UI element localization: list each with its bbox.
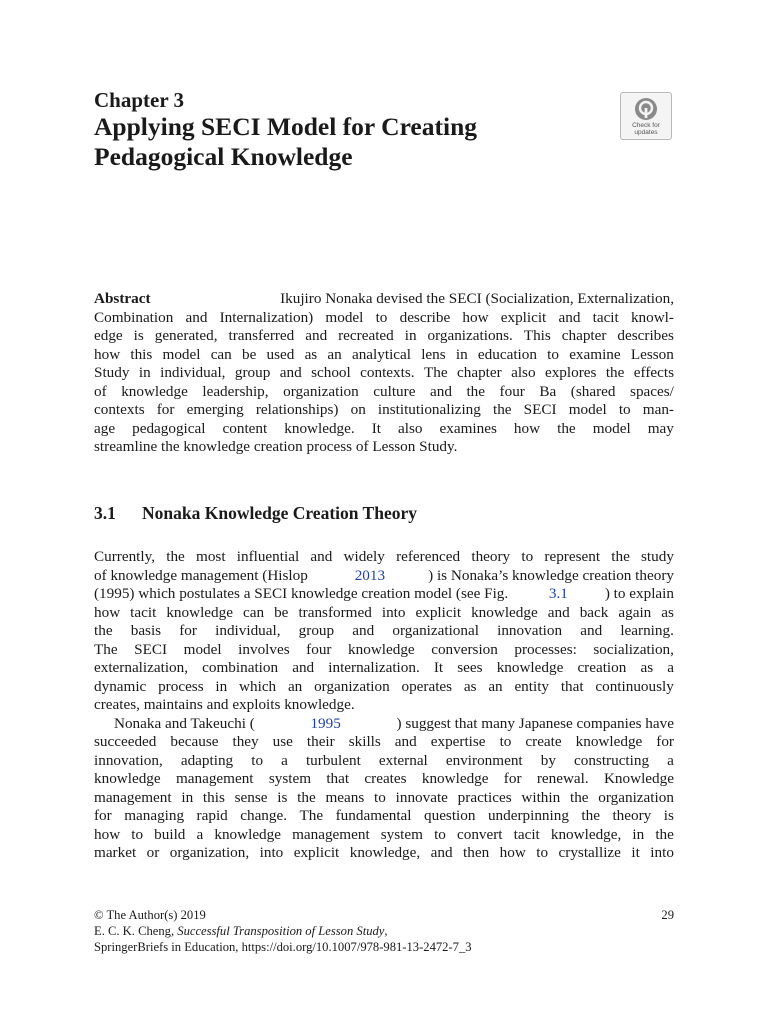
word: analytical (351, 345, 411, 363)
word: for (156, 401, 175, 418)
chapter-title-line: Pedagogical Knowledge (94, 142, 353, 171)
word: may (647, 419, 674, 437)
word: the (605, 364, 625, 381)
word: model (183, 640, 222, 658)
citation-link[interactable]: 1995 (310, 714, 341, 732)
word: theory (612, 807, 652, 824)
word: to (131, 825, 144, 843)
word: and (394, 733, 417, 750)
word: which (239, 677, 277, 695)
word: the (492, 401, 512, 418)
word: skills (348, 733, 381, 750)
word: change. (240, 807, 288, 824)
word: entity (514, 677, 550, 695)
body-line (94, 807, 674, 826)
word: how (94, 603, 121, 621)
word: convert (456, 825, 503, 843)
word: continuously (595, 677, 674, 695)
word: Combination (94, 308, 174, 326)
word: knowledge (166, 603, 233, 621)
word: also (398, 419, 423, 437)
word: tacit (592, 308, 619, 326)
word: knowledge. (284, 419, 355, 437)
word: and (310, 548, 333, 565)
word: Study (94, 364, 130, 381)
word: knowledge (471, 603, 538, 621)
word: and (185, 308, 208, 326)
word: in (404, 327, 417, 344)
word: externalization, (94, 659, 189, 676)
word: used (266, 345, 295, 363)
word: a (281, 751, 288, 769)
word: practices (457, 788, 512, 806)
word: how (462, 308, 489, 326)
word: how (513, 419, 541, 437)
word: four (499, 382, 525, 400)
word: this (202, 788, 225, 806)
word: again (618, 603, 652, 621)
word: Knowledge (603, 770, 674, 787)
word: education (477, 345, 537, 363)
word: model (325, 308, 364, 326)
word: is (663, 807, 674, 824)
word: by (540, 751, 556, 769)
word: system (268, 770, 312, 787)
body-line (94, 733, 674, 752)
word: organizations. (427, 327, 513, 344)
word: organization (598, 788, 674, 806)
word: in (181, 788, 194, 806)
word: SECI (523, 401, 557, 418)
word: recreated (338, 327, 394, 344)
section-heading (94, 503, 417, 524)
word: for (503, 770, 522, 787)
word: build (154, 825, 186, 843)
word: fundamental (335, 807, 412, 824)
word: four (306, 640, 332, 658)
badge-label-line: Check for (632, 122, 660, 129)
body-line (94, 752, 674, 771)
word: innovation (497, 622, 563, 639)
word: and (430, 844, 453, 861)
word: chapter (457, 364, 502, 381)
word: system (380, 825, 423, 843)
body-line (94, 622, 674, 641)
word: knowledge (421, 770, 489, 787)
word: how (94, 825, 121, 843)
word: dynamic (94, 677, 147, 695)
word: to (375, 308, 388, 326)
word: be (241, 345, 257, 363)
word: and (292, 659, 315, 676)
word: in (138, 364, 151, 381)
body-line (94, 659, 674, 678)
body-text-span: (1995) which postulates a SECI knowledge creation model (see Fig. (94, 585, 512, 602)
word: it (631, 844, 640, 861)
word: and (279, 364, 302, 381)
punctuation: , (384, 924, 388, 938)
word: and (558, 308, 581, 326)
word: management (94, 788, 172, 806)
section-title: Nonaka Knowledge Creation Theory (142, 503, 417, 523)
body-line (94, 604, 674, 623)
word: explicit (293, 844, 340, 861)
author-name: E. C. K. Cheng, (94, 924, 178, 938)
word: the (581, 807, 600, 824)
word: study (641, 548, 674, 565)
body-text-span: of knowledge management (Hislop (94, 566, 312, 584)
word: Ba (539, 382, 557, 400)
word: spaces/ (630, 382, 674, 400)
word: managing (124, 807, 185, 824)
word: to (499, 733, 512, 750)
word: how (94, 345, 121, 363)
word: emerging (186, 401, 244, 418)
word: basis (130, 622, 162, 639)
word: within (521, 788, 561, 806)
chapter-label: Chapter 3 (94, 88, 185, 112)
word: and (305, 327, 328, 344)
body-text-span: ) is Nonaka’s knowledge creation theory (428, 566, 674, 584)
word: Currently, (94, 548, 156, 565)
abstract-line (94, 309, 674, 328)
series-doi[interactable]: SpringerBriefs in Education, https://doi.org/10.1007/978-981-13-2472-7_3 (94, 940, 472, 954)
word: in (632, 825, 645, 843)
word: turbulent (305, 751, 361, 769)
word: organization (283, 382, 359, 400)
book-citation (94, 923, 388, 939)
word: external (378, 751, 428, 769)
word: examine (569, 345, 621, 363)
word: relationships) (255, 401, 339, 418)
word: crystallize (558, 844, 621, 861)
word: adapting (180, 751, 234, 769)
word: use (272, 733, 293, 750)
body-text-span: ) to explain (604, 585, 674, 602)
badge-label (632, 122, 660, 136)
word: the (557, 419, 576, 437)
abstract-line (94, 383, 674, 402)
footer-row (94, 907, 674, 923)
word: and (580, 622, 603, 639)
body-line: creates, maintains and exploits knowledge. (94, 696, 355, 713)
word: also (511, 364, 536, 381)
word: individual, (215, 622, 281, 639)
word: to (251, 751, 264, 769)
check-for-updates-badge[interactable] (620, 92, 672, 140)
word: expertise (430, 733, 486, 750)
word: transferred (228, 327, 295, 344)
body-line (94, 715, 674, 734)
word: group (298, 622, 335, 639)
word: can (242, 603, 265, 621)
word: into (259, 844, 284, 861)
word: the (466, 382, 486, 400)
word: generated, (154, 327, 218, 344)
abstract-line (94, 290, 674, 309)
word: their (306, 733, 335, 750)
abstract-text: Ikujiro Nonaka devised the SECI (Socialization, Externalization, (280, 290, 674, 307)
word: environment (445, 751, 523, 769)
book-title: Successful Transposition of Lesson Study (177, 924, 385, 938)
chapter-title (94, 112, 594, 172)
word: in (215, 677, 228, 695)
word: management (292, 825, 370, 843)
word: the (655, 825, 674, 843)
word: back (579, 603, 609, 621)
word: an (488, 677, 503, 695)
word: in (455, 345, 468, 363)
word: processes: (514, 640, 577, 658)
copyright-notice: © The Author(s) 2019 (94, 908, 206, 922)
word: knowledge (214, 825, 281, 843)
word: referenced (396, 548, 461, 565)
word: creates (364, 770, 407, 787)
word: group (234, 364, 271, 381)
word: for (179, 622, 197, 639)
body-line (94, 770, 674, 789)
word: to (374, 788, 386, 806)
word: organization, (169, 844, 250, 861)
word: an (287, 677, 303, 695)
word: underpinning (487, 807, 569, 824)
body-line (94, 789, 674, 808)
word: for (656, 733, 674, 750)
word: school (311, 364, 351, 381)
word: the (94, 622, 113, 639)
word: sees (457, 659, 483, 676)
word: operates (401, 677, 453, 695)
word: the (166, 548, 185, 565)
word: creation (577, 659, 627, 676)
word: how (499, 844, 526, 861)
word: knowledge (121, 382, 188, 400)
word: The (423, 364, 448, 381)
word: they (232, 733, 259, 750)
word: constructing (573, 751, 650, 769)
body-line (94, 844, 674, 863)
word: because (170, 733, 219, 750)
word: the (569, 788, 589, 806)
word: of (94, 382, 107, 400)
word: leadership, (202, 382, 269, 400)
word: Internalization) (219, 308, 314, 326)
word: management (175, 770, 254, 787)
footer-row (94, 939, 674, 955)
word: effects (633, 364, 674, 381)
body-line (94, 567, 674, 586)
word: man- (642, 401, 674, 418)
footer (94, 907, 674, 955)
word: on (350, 401, 366, 418)
word: for (94, 807, 112, 824)
word: The (94, 640, 118, 658)
word: It (371, 419, 381, 437)
word: or (146, 844, 160, 861)
word: organizational (392, 622, 479, 639)
check-for-updates-icon (634, 97, 658, 121)
word: a (196, 825, 204, 843)
figure-link[interactable]: 3.1 (548, 585, 568, 602)
word: model (592, 419, 631, 437)
word: to (618, 401, 631, 418)
abstract-line (94, 346, 674, 365)
body-text-span: ) suggest that many Japanese companies have (396, 714, 674, 732)
footer-row (94, 923, 674, 939)
word: that (560, 677, 584, 695)
word: as (463, 677, 477, 695)
citation-link[interactable]: 2013 (354, 566, 386, 584)
word: can (210, 345, 232, 363)
word: and (352, 622, 375, 639)
word: the (611, 548, 630, 565)
word: describe (399, 308, 451, 326)
word: most (196, 548, 226, 565)
word: and (547, 603, 570, 621)
body-text (94, 548, 674, 863)
word: as (304, 345, 318, 363)
word: learning. (620, 622, 674, 639)
body-text-span: Nonaka and Takeuchi ( (114, 714, 255, 732)
word: transformed (298, 603, 372, 621)
body-line (94, 548, 674, 567)
word: combination (202, 659, 279, 676)
word: widely (343, 548, 385, 565)
word: individual, (160, 364, 226, 381)
word: describes (617, 327, 674, 344)
word: to (547, 345, 559, 363)
body-line (94, 585, 674, 604)
word: that (326, 770, 350, 787)
word: explicit (415, 603, 462, 621)
word: conversion (431, 640, 498, 658)
word: to (434, 825, 446, 843)
word: knowledge, (349, 844, 421, 861)
word: influential (236, 548, 300, 565)
word: be (274, 603, 289, 621)
word: pedagogical (132, 419, 206, 437)
word: represent (544, 548, 601, 565)
word: question (424, 807, 476, 824)
word: the (297, 788, 316, 806)
word: The (299, 807, 324, 824)
word: an (327, 345, 342, 363)
word: innovate (395, 788, 448, 806)
word: culture (373, 382, 416, 400)
word: market (94, 844, 137, 861)
word: sense (234, 788, 268, 806)
chapter-title-line: Applying SECI Model for Creating (94, 112, 478, 141)
word: knowledge (496, 659, 564, 676)
section-number: 3.1 (94, 503, 116, 523)
abstract-line (94, 364, 674, 383)
word: contexts. (360, 364, 415, 381)
word: into (650, 844, 674, 861)
badge-label-line: updates (634, 129, 658, 136)
word: knowledge, (550, 825, 622, 843)
word: innovation, (94, 751, 163, 769)
word: knowl- (630, 308, 674, 326)
word: a (667, 659, 674, 676)
abstract-line: streamline the knowledge creation process of Lesson Study. (94, 438, 458, 455)
abstract-line (94, 401, 674, 420)
word: knowledge (94, 770, 161, 787)
word: as (661, 603, 674, 621)
word: (shared (570, 382, 616, 400)
word: age (94, 419, 116, 437)
word: create (525, 733, 562, 750)
word: content (222, 419, 268, 437)
word: organization (314, 677, 390, 695)
word: involves (238, 640, 290, 658)
word: process (158, 677, 204, 695)
word: to (536, 844, 549, 861)
abstract-label: Abstract (94, 290, 151, 307)
word: means (325, 788, 365, 806)
word: model (162, 345, 201, 363)
word: Lesson (630, 345, 674, 363)
abstract-line (94, 420, 674, 439)
word: examines (439, 419, 497, 437)
word: It (433, 659, 444, 676)
word: is (133, 327, 144, 344)
word: socialization, (593, 640, 674, 658)
abstract (94, 290, 674, 457)
word: contexts (94, 401, 145, 418)
word: into (381, 603, 406, 621)
word: SECI (134, 640, 168, 658)
word: then (463, 844, 490, 861)
page-number: 29 (661, 908, 674, 922)
word: a (667, 751, 674, 769)
word: explicit (500, 308, 547, 326)
word: institutionalizing (377, 401, 481, 418)
word: knowledge (348, 640, 415, 658)
word: rapid (196, 807, 228, 824)
word: chapter (561, 327, 607, 344)
word: knowledge (575, 733, 643, 750)
word: tacit (513, 825, 540, 843)
word: this (130, 345, 153, 363)
word: and (429, 382, 452, 400)
word: tacit (130, 603, 157, 621)
word: as (640, 659, 654, 676)
body-line (94, 678, 674, 697)
word: lens (421, 345, 446, 363)
abstract-line (94, 327, 674, 346)
body-line (94, 826, 674, 845)
word: renewal. (536, 770, 589, 787)
word: model (568, 401, 607, 418)
word: to (521, 548, 534, 565)
word: This (523, 327, 551, 344)
word: is (277, 788, 288, 806)
body-line (94, 641, 674, 660)
word: explores (544, 364, 597, 381)
word: theory (471, 548, 511, 565)
word: succeeded (94, 733, 157, 750)
word: edge (94, 327, 123, 344)
word: internalization. (328, 659, 420, 676)
